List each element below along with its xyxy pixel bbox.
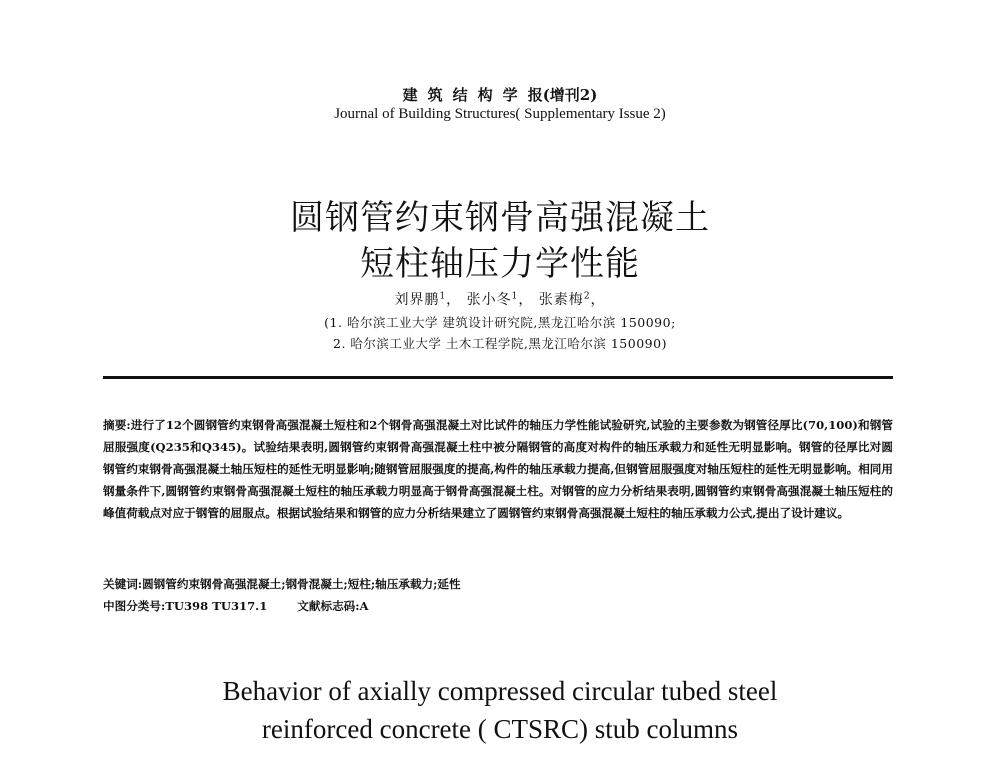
journal-name-cn-main: 建筑结构学 bbox=[402, 86, 528, 104]
author-list bbox=[0, 289, 1000, 309]
title-en-line2: reinforced concrete ( CTSRC) stub columns bbox=[261, 714, 739, 744]
author-affiliation-mark: 1 bbox=[511, 291, 519, 302]
title-cn-line1: 圆钢管约束钢骨高强混凝土 bbox=[290, 198, 710, 238]
journal-name-cn bbox=[0, 84, 1000, 105]
title-cn-line2: 短柱轴压力学性能 bbox=[360, 244, 640, 284]
title-en-line1: Behavior of axially compressed circular tubed steel bbox=[222, 676, 778, 706]
journal-name-en: Journal of Building Structures( Supplementary Issue 2) bbox=[334, 106, 666, 122]
affiliation-2: 2. 哈尔滨工业大学 土木工程学院,黑龙江哈尔滨 150090) bbox=[333, 336, 667, 351]
affiliation-1: (1. 哈尔滨工业大学 建筑设计研究院,黑龙江哈尔滨 150090; bbox=[324, 315, 676, 330]
author-separator: ， bbox=[446, 292, 462, 308]
classification-codes: TU398 TU317.1 bbox=[165, 599, 268, 613]
author-separator: ， bbox=[518, 292, 534, 308]
classification bbox=[103, 598, 893, 614]
author-affiliation-mark: 2 bbox=[583, 291, 591, 302]
author-affiliation-mark: 1 bbox=[439, 291, 447, 302]
document-code-label: 文献标志码: bbox=[297, 599, 360, 613]
keywords-label: 关键词: bbox=[103, 577, 143, 591]
abstract-label: 摘要: bbox=[103, 418, 131, 432]
author-name: 张素梅 bbox=[538, 292, 584, 308]
classification-label: 中图分类号: bbox=[103, 599, 166, 613]
author-name: 张小冬 bbox=[466, 292, 512, 308]
document-code: A bbox=[359, 599, 369, 613]
header-divider bbox=[103, 376, 893, 379]
abstract bbox=[103, 414, 893, 524]
author-end-mark: ， bbox=[590, 292, 606, 308]
keywords-text: 圆钢管约束钢骨高强混凝土;钢骨混凝土;短柱;轴压承载力;延性 bbox=[142, 577, 461, 591]
keywords bbox=[103, 576, 893, 592]
abstract-text: 进行了12个圆钢管约束钢骨高强混凝土短柱和2个钢骨高强混凝土对比试件的轴压力学性能试验研究,试验的主要参数为钢管径厚比(70,100)和钢管屈服强度(Q235和Q345)。试验结果表明,圆钢管约束钢骨高强混凝土柱中被分隔钢管的高度对构件的轴压承载力和延性无明显影响。钢管的径厚比对圆钢管约束钢骨高强混凝土轴压短柱的延性无明显影响;随钢管屈服强度的提高,构件的轴压承载力提高,但钢管屈服强度对轴压短柱的延性无明显影响。相同用钢量条件下,圆钢管约束钢骨高强混凝土短柱的轴压承载力明显高于钢骨高强混凝土柱。对钢管的应力分析结果表明,圆钢管约束钢骨高强混凝土轴压短柱的峰值荷载点对应于钢管的屈服点。根据试验结果和钢管的应力分析结果建立了圆钢管约束钢骨高强混凝土短柱的轴压承载力公式,提出了设计建议。 bbox=[103, 418, 893, 520]
author-name: 刘界鹏 bbox=[394, 292, 440, 308]
journal-name-cn-suffix: 报(增刊2) bbox=[527, 86, 598, 104]
